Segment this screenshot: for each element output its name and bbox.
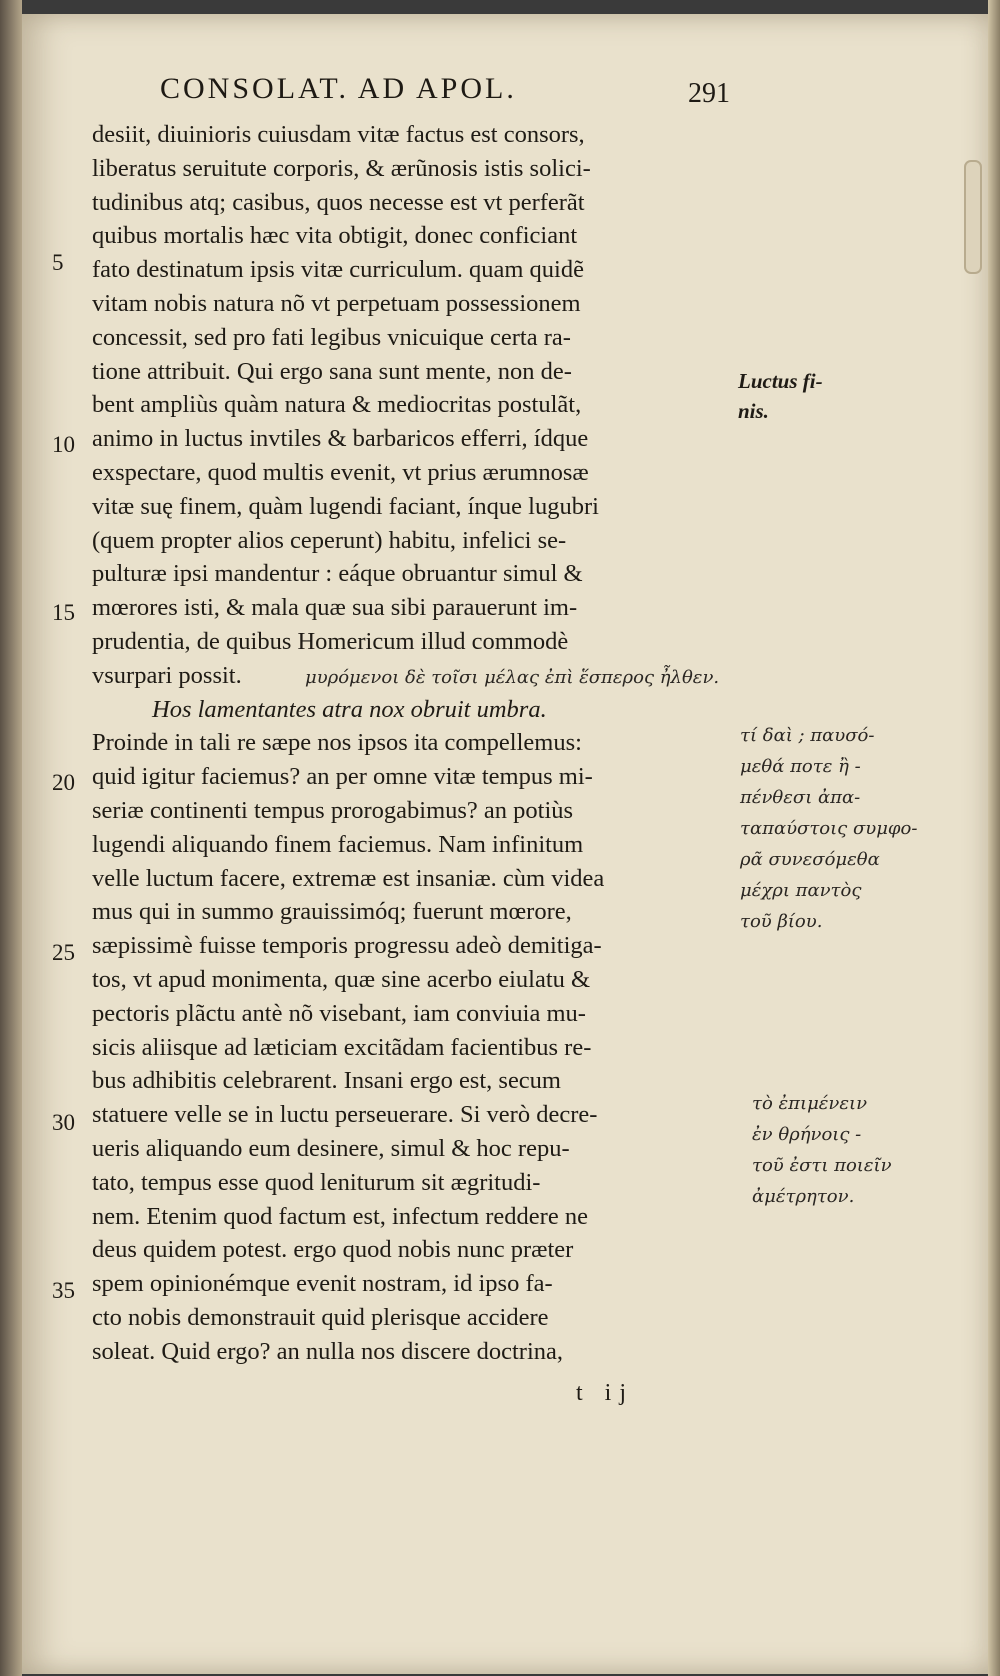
text-line: desiit, diuinioris cuiusdam vitæ factus est consors, [92,121,585,148]
text-line: exspectare, quod multis evenit, vt prius ærumnosæ [92,458,589,486]
text-line: Proinde in tali re sæpe nos ipsos ita compellemus: [92,729,582,757]
line-number: 10 [52,432,75,457]
text-line: tato, tempus esse quod leniturum sit ægritudi- [92,1168,541,1196]
hand-line: ταπαύστοις συμφο- [740,818,918,839]
text-line: tione attribuit. Qui ergo sana sunt mente, non de- [92,357,572,385]
text-line: cto nobis demonstrauit quid plerisque accidere [92,1303,549,1331]
hand-line: ρᾶ συνεσόμεθα [740,849,880,870]
text-line: fato destinatum ipsis vitæ curriculum. quam quidẽ [92,256,584,284]
handwritten-inline-greek: μυρόμενοι δὲ τοῖσι μέλας ἐπὶ ἕσπερος ἦλθεν. [305,667,720,688]
text-line: animo in luctus invtiles & barbaricos efferri, ídque [92,425,589,453]
text-line: (quem propter alios ceperunt) habitu, infelici se- [92,526,567,554]
running-title: CONSOLAT. AD APOL. [160,72,517,105]
text-line: bent ampliùs quàm natura & mediocritas postulãt, [92,391,582,419]
hand-line: ἀμέτρητον. [752,1186,855,1207]
text-line: vitæ suę finem, quàm lugendi faciant, ínque lugubri [92,492,599,520]
text-line: soleat. Quid ergo? an nulla nos discere doctrina, [92,1337,564,1365]
text-line: bus adhibitis celebrarent. Insani ergo est, secum [92,1067,561,1095]
handwritten-marginal-note-2 [752,1088,892,1212]
text-line: deus quidem potest. ergo quod nobis nunc præter [92,1236,574,1264]
handwritten-marginal-note-1 [740,720,917,937]
hand-line: τοῦ ἐστι ποιεῖν [752,1155,892,1176]
line-number: 25 [52,940,75,965]
text-line: tudinibus atq; casibus, quos necesse est vt perferãt [92,188,585,216]
text-line: pulturæ ipsi mandentur : eáque obruantur simul & [92,560,583,588]
text-line: concessit, sed pro fati legibus vnicuique certa ra- [92,323,571,351]
text-line: quid igitur faciemus? an per omne vitæ tempus mi- [92,763,593,791]
line-number: 15 [52,600,75,625]
book-gutter [0,0,22,1676]
text-line: velle luctum facere, extremæ est insaniæ. cùm videa [92,864,605,892]
note-line: nis. [738,399,769,423]
hand-line: μέχρι παντὸς [740,880,862,901]
hand-line: ἐν θρήνοις - [752,1124,862,1145]
folio-number: 291 [688,78,730,109]
text-line: sæpissimè fuisse temporis progressu adeò demitiga- [92,932,602,960]
text-line: mus qui in summo grauissimóq; fuerunt mœrore, [92,898,572,926]
text-line: spem opinionémque evenit nostram, id ipso fa- [92,1270,553,1298]
text-line: quibus mortalis hæc vita obtigit, donec conficiant [92,222,578,250]
line-number: 20 [52,770,75,795]
main-text-block [92,118,732,1368]
text-line: seriæ continenti tempus prorogabimus? an potiùs [92,796,574,824]
text-line: liberatus seruitute corporis, & ærũnosis istis solici- [92,154,591,182]
printed-marginal-note [738,366,823,426]
signature-mark: t ij [576,1380,635,1406]
hand-line: τοῦ βίου. [740,911,823,932]
page-edge [988,0,1000,1676]
line-number: 35 [52,1278,75,1303]
text-line: sicis aliisque ad læticiam excitãdam facientibus re- [92,1033,592,1061]
hand-line: τὸ ἐπιμένειν [752,1093,868,1114]
text-line: tos, vt apud monimenta, quæ sine acerbo eiulatu & [92,965,591,993]
text-line: vsurpari possit. [92,661,242,689]
text-line: mœrores isti, & mala quæ sua sibi parauerunt im- [92,594,578,622]
text-line: pectoris plãctu antè nõ visebant, iam conviuia mu- [92,999,586,1027]
text-line: prudentia, de quibus Homericum illud commodè [92,627,569,655]
text-line: lugendi aliquando finem faciemus. Nam infinitum [92,830,584,858]
text-line: vitam nobis natura nõ vt perpetuam possessionem [92,289,581,317]
line-number: 5 [52,250,64,275]
clasp-mark [964,160,982,274]
text-line: statuere velle se in luctu perseuerare. Si verò decre- [92,1101,598,1129]
line-number: 30 [52,1110,75,1135]
text-line: nem. Etenim quod factum est, infectum reddere ne [92,1202,588,1230]
homeric-verse: Hos lamentantes atra nox obruit umbra. [152,695,547,723]
hand-line: τί δαὶ ; παυσό- [740,725,875,746]
note-line: Luctus fi- [738,369,823,393]
text-line: ueris aliquando eum desinere, simul & hoc repu- [92,1134,570,1162]
hand-line: πένθεσι ἀπα- [740,787,861,808]
hand-line: μεθά ποτε ἢ - [740,756,861,777]
